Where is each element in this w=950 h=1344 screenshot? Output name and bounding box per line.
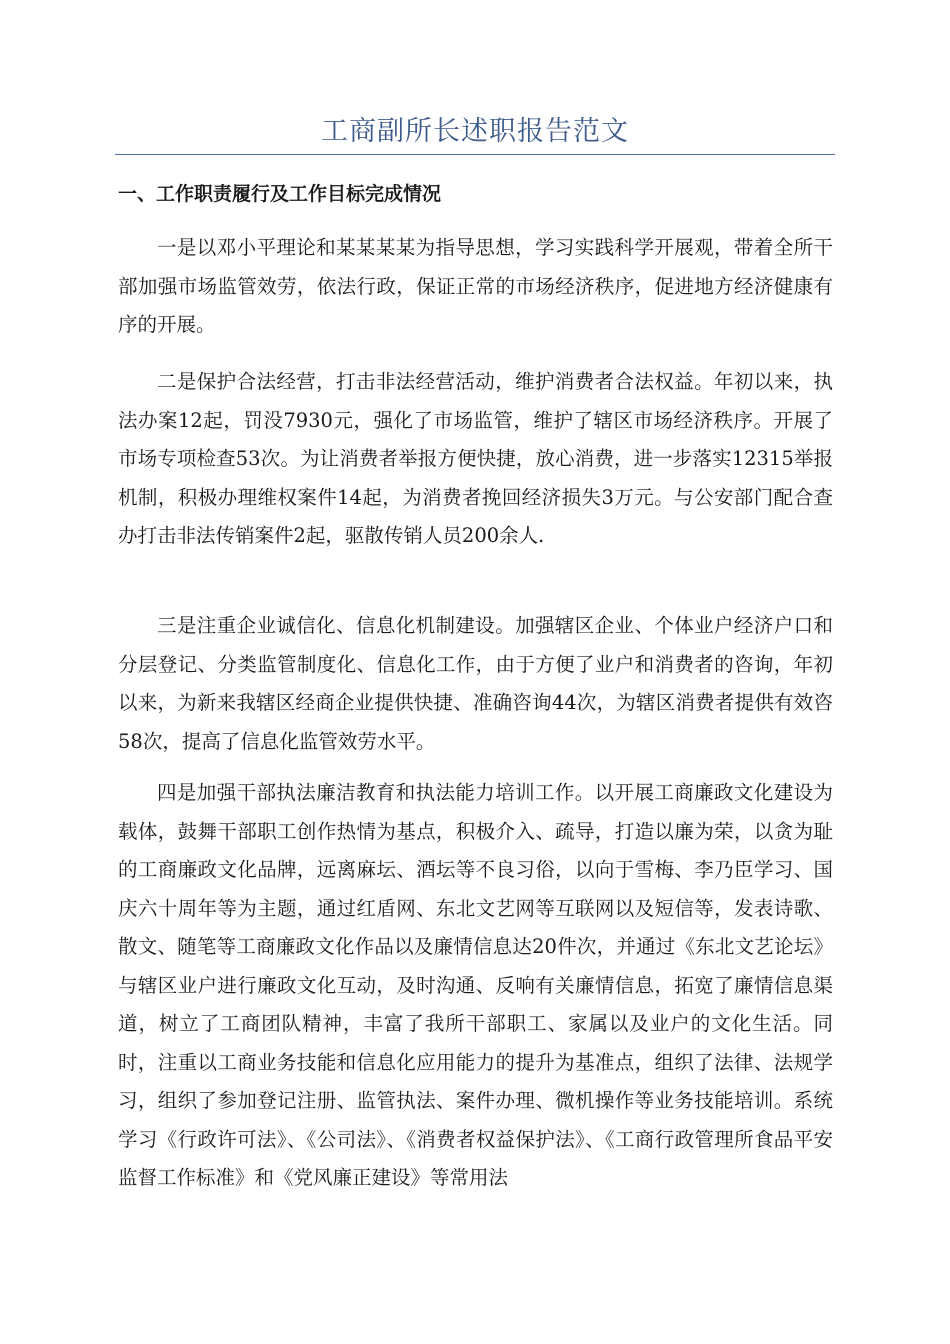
paragraph-4: 四是加强干部执法廉洁教育和执法能力培训工作。以开展工商廉政文化建设为载体，鼓舞干部职工创作热情为基点，积极介入、疏导，打造以廉为荣，以贪为耻的工商廉政文化品牌，远离麻坛、酒坛等不良习俗，以向于雪梅、李乃臣学习、国庆六十周年等为主题，通过红盾网、东北文艺网等互联网以及短信等，发表诗歌、散文、随笔等工商廉政文化作品以及廉情信息达20件次，并通过《东北文艺论坛》与辖区业户进行廉政文化互动，及时沟通、反响有关廉情信息，拓宽了廉情信息渠道，树立了工商团队精神，丰富了我所干部职工、家属以及业户的文化生活。同时，注重以工商业务技能和信息化应用能力的提升为基准点，组织了法律、法规学习，组织了参加登记注册、监管执法、案件办理、微机操作等业务技能培训。系统学习《行政许可法》、《公司法》、《消费者权益保护法》、《工商行政管理所食品平安监督工作标准》和《党风廉正建设》等常用法 bbox=[118, 781, 833, 1189]
paragraph-3: 三是注重企业诚信化、信息化机制建设。加强辖区企业、个体业户经济户口和分层登记、分类监管制度化、信息化工作，由于方便了业户和消费者的咨询，年初以来，为新来我辖区经商企业提供快捷、准确咨询44次，为辖区消费者提供有效咨58次，提高了信息化监管效劳水平。 bbox=[118, 614, 833, 753]
title-underline bbox=[115, 154, 835, 155]
document-title: 工商副所长述职报告范文 bbox=[321, 116, 629, 147]
paragraph-1: 一是以邓小平理论和某某某某为指导思想，学习实践科学开展观，带着全所干部加强市场监管效劳，依法行政，保证正常的市场经济秩序，促进地方经济健康有序的开展。 bbox=[118, 236, 833, 336]
paragraph-2: 二是保护合法经营，打击非法经营活动，维护消费者合法权益。年初以来，执法办案12起，罚没7930元，强化了市场监管，维护了辖区市场经济秩序。开展了市场专项检查53次。为让消费者举报方便快捷，放心消费，进一步落实12315举报机制，积极办理维权案件14起，为消费者挽回经济损失3万元。与公安部门配合查办打击非法传销案件2起，驱散传销人员200余人. bbox=[118, 370, 833, 547]
section-heading: 一、工作职责履行及工作目标完成情况 bbox=[118, 183, 442, 205]
